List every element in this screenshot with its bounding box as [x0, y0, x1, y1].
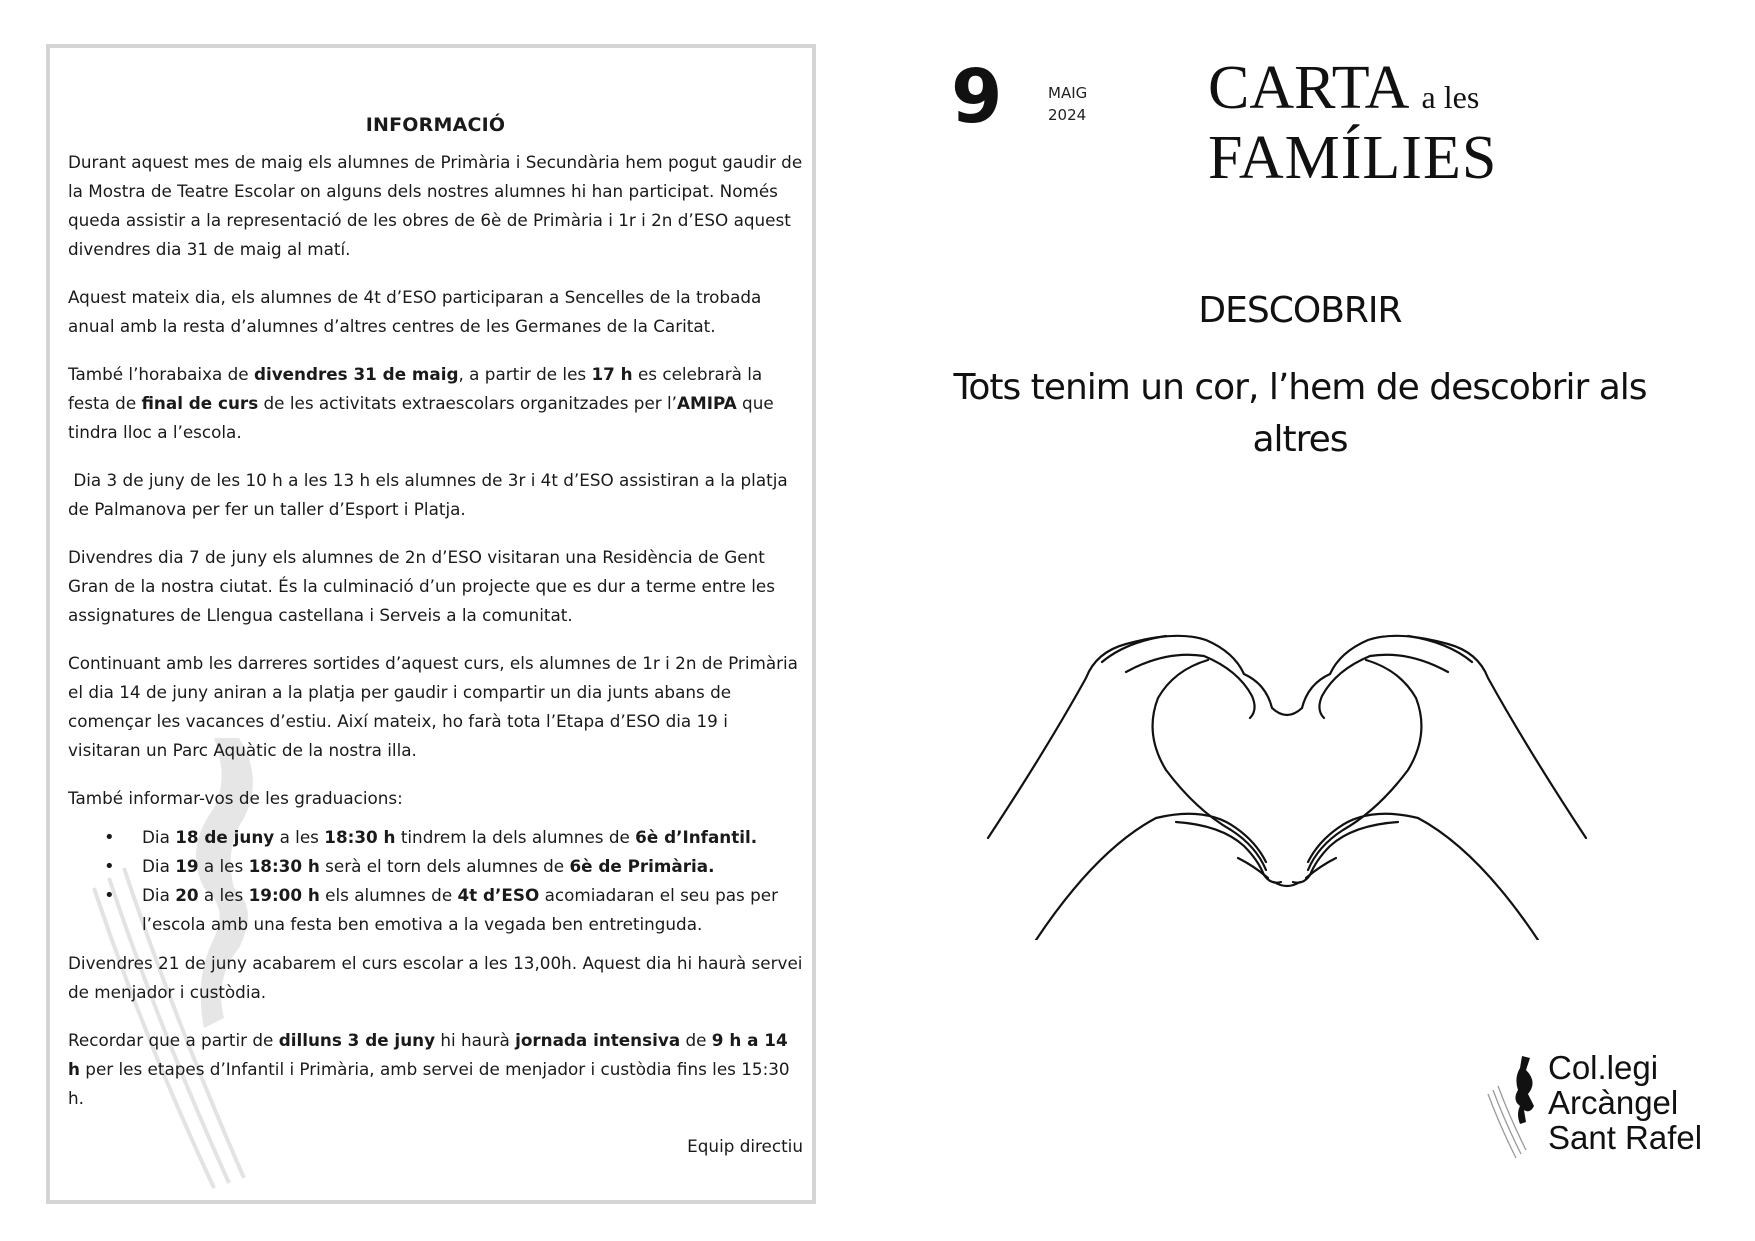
issue-number: 9	[951, 54, 1003, 140]
information-heading: INFORMACIÓ	[365, 114, 506, 136]
list-item: • Dia 18 de juny a les 18:30 h tindrem la dels alumnes de 6è d’Infantil.	[68, 823, 803, 852]
information-panel	[46, 44, 816, 1204]
school-logo	[1486, 1050, 1736, 1160]
information-content	[68, 112, 803, 1161]
issue-month: MAIG	[1048, 84, 1088, 102]
theme-word: DESCOBRIR	[1198, 290, 1402, 331]
heart-hands-icon	[976, 600, 1598, 940]
list-item: • Dia 20 a les 19:00 h els alumnes de 4t d’ESO acomiadaran el seu pas per l’escola amb una festa ben emotiva a la vegada ben entretinguda.	[68, 881, 803, 939]
paragraph-graduations-intro: També informar-vos de les graduacions:	[68, 788, 403, 808]
paragraph-intensive-schedule: Recordar que a partir de dilluns 3 de juny hi haurà jornada intensiva de 9 h a 14 h per les etapes d’Infantil i Primària, amb servei de menjador i custòdia fins les 15:30 h.	[68, 1030, 790, 1108]
archangel-logo-icon	[1486, 1054, 1546, 1164]
paragraph-sencelles: Aquest mateix dia, els alumnes de 4t d’ESO participaran a Sencelles de la trobada anual amb la resta d’alumnes d’altres centres de les Germanes de la Caritat.	[68, 287, 762, 336]
paragraph-end-of-school-year: Divendres 21 de juny acabarem el curs escolar a les 13,00h. Aquest dia hi haurà servei de menjador i custòdia.	[68, 953, 803, 1002]
motto: Tots tenim un cor, l’hem de descobrir als altres	[953, 367, 1647, 460]
signature: Equip directiu	[687, 1136, 803, 1156]
paragraph-beach-outings: Continuant amb les darreres sortides d’aquest curs, els alumnes de 1r i 2n de Primària el dia 14 de juny aniran a la platja per gaudir i compartir un dia junts abans de començar les vacances d’estiu. Així mateix, ho farà tota l’Etapa d’ESO dia 19 i visitaran un Parc Aquàtic de la nostra illa.	[68, 653, 798, 760]
paragraph-residence: Divendres dia 7 de juny els alumnes de 2n d’ESO visitaran una Residència de Gent Gran de la nostra ciutat. És la culminació d’un projecte que es dur a terme entre les assignatures de Llengua castellana i Serveis a la comunitat.	[68, 547, 775, 625]
paragraph-palmanova: Dia 3 de juny de les 10 h a les 13 h els alumnes de 3r i 4t d’ESO assistiran a la platja de Palmanova per fer un taller d’Esport i Platja.	[68, 470, 793, 519]
paragraph-end-of-course-party: També l’horabaixa de divendres 31 de maig, a partir de les 17 h es celebrarà la festa de final de curs de les activitats extraescolars organitzades per l’AMIPA que tindra lloc a l’escola.	[68, 364, 774, 442]
newsletter-title-line2: FAMÍLIES	[1208, 124, 1498, 192]
list-item: • Dia 19 a les 18:30 h serà el torn dels alumnes de 6è de Primària.	[68, 852, 803, 881]
graduations-list	[68, 823, 803, 939]
issue-year: 2024	[1048, 106, 1087, 124]
paragraph-theatre: Durant aquest mes de maig els alumnes de Primària i Secundària hem pogut gaudir de la Mostra de Teatre Escolar on alguns dels nostres alumnes hi han participat. Només queda assistir a la representació de les obres de 6è de Primària i 1r i 2n d’ESO aquest divendres dia 31 de maig al matí.	[68, 152, 803, 259]
school-name: Col.legi Arcàngel Sant Rafel	[1548, 1049, 1703, 1156]
newsletter-title-line1: CARTA a les	[1208, 54, 1480, 122]
